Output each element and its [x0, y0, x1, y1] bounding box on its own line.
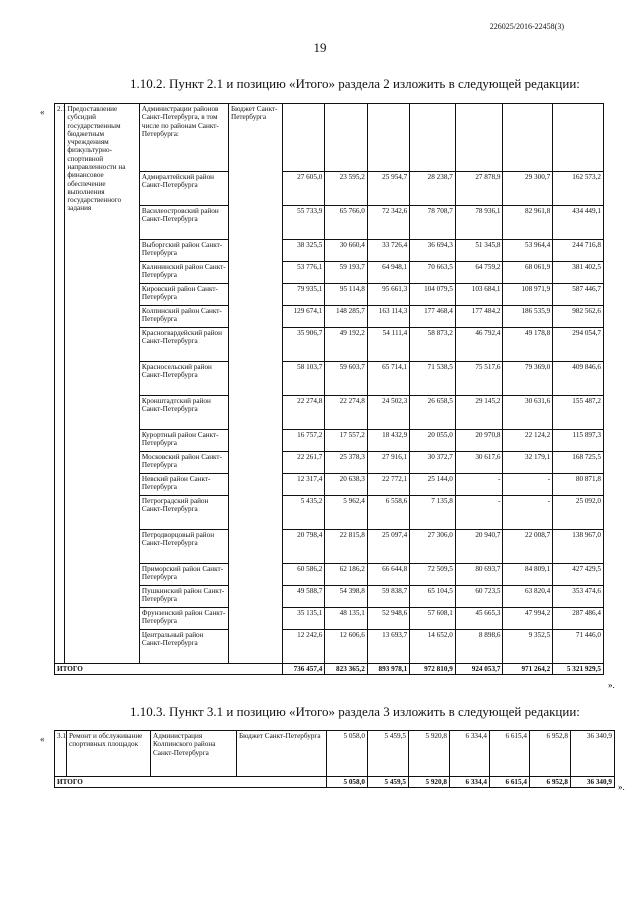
value-cell: 58 873,2 — [410, 328, 456, 362]
value-cell: 59 193,7 — [325, 262, 367, 284]
value-cell: 36 694,3 — [410, 240, 456, 262]
value-cell: 66 644,8 — [367, 564, 409, 586]
value-cell: 29 300,7 — [503, 172, 553, 206]
empty-cell — [553, 104, 604, 172]
value-cell: 20 940,7 — [455, 530, 503, 564]
value-cell: 23 595,2 — [325, 172, 367, 206]
value-cell: 25 378,3 — [325, 452, 367, 474]
district-cell: Красносельский район Санкт-Петербурга — [139, 362, 228, 396]
district-cell: Фрунзенский район Санкт-Петербурга — [139, 608, 228, 630]
value-cell: 138 967,0 — [553, 530, 604, 564]
total-cell: 736 457,4 — [282, 664, 324, 675]
value-cell: 78 708,7 — [410, 206, 456, 240]
value-cell: 71 538,5 — [410, 362, 456, 396]
value-cell: - — [455, 474, 503, 496]
district-cell: Колпинский район Санкт-Петербурга — [139, 306, 228, 328]
value-cell: 353 474,6 — [553, 586, 604, 608]
value-cell: 95 114,8 — [325, 284, 367, 306]
value-cell: 6 558,6 — [367, 496, 409, 530]
value-cell: 155 487,2 — [553, 396, 604, 430]
value-cell: 287 486,4 — [553, 608, 604, 630]
value-cell: 20 055,0 — [410, 430, 456, 452]
value-cell: 6 952,8 — [530, 731, 571, 777]
value-cell: - — [455, 496, 503, 530]
activity-cell: Предоставление субсидий государственным бюджетным учреждениям физкультурно-спортивной направленности на финансовое обеспечение выполнения государственного задания — [65, 104, 140, 664]
empty-cell — [325, 104, 367, 172]
value-cell: 22 274,8 — [325, 396, 367, 430]
value-cell: 244 716,8 — [553, 240, 604, 262]
value-cell: 82 961,8 — [503, 206, 553, 240]
total-cell: 6 334,4 — [450, 777, 490, 788]
value-cell: 75 517,6 — [455, 362, 503, 396]
value-cell: - — [503, 496, 553, 530]
value-cell: 129 674,1 — [282, 306, 324, 328]
value-cell: 25 144,0 — [410, 474, 456, 496]
district-cell: Приморский район Санкт-Петербурга — [139, 564, 228, 586]
value-cell: 79 369,0 — [503, 362, 553, 396]
value-cell: 30 631,6 — [503, 396, 553, 430]
district-cell: Пушкинский район Санкт-Петербурга — [139, 586, 228, 608]
section-heading-1: 1.10.2. Пункт 2.1 и позицию «Итого» раздела 2 изложить в следующей редакции: — [130, 76, 580, 91]
district-cell: Кронштадтский район Санкт-Петербурга — [139, 396, 228, 430]
program-table-section-2 — [54, 103, 604, 675]
value-cell: - — [503, 474, 553, 496]
value-cell: 60 723,5 — [455, 586, 503, 608]
value-cell: 17 557,2 — [325, 430, 367, 452]
table-row — [55, 104, 604, 172]
value-cell: 79 935,1 — [282, 284, 324, 306]
value-cell: 162 573,2 — [553, 172, 604, 206]
value-cell: 28 238,7 — [410, 172, 456, 206]
value-cell: 35 135,1 — [282, 608, 324, 630]
row-number: 3.1 — [55, 731, 67, 777]
row-number: 2.1 — [55, 104, 65, 664]
value-cell: 13 693,7 — [367, 630, 409, 664]
value-cell: 70 663,5 — [410, 262, 456, 284]
closing-quote-1: ». — [608, 680, 615, 690]
total-cell: 5 459,5 — [368, 777, 409, 788]
page-number: 19 — [313, 40, 327, 55]
value-cell: 587 446,7 — [553, 284, 604, 306]
value-cell: 52 948,6 — [367, 608, 409, 630]
value-cell: 186 535,9 — [503, 306, 553, 328]
value-cell: 381 402,5 — [553, 262, 604, 284]
value-cell: 84 809,1 — [503, 564, 553, 586]
value-cell: 12 242,6 — [282, 630, 324, 664]
value-cell: 294 054,7 — [553, 328, 604, 362]
value-cell: 7 135,8 — [410, 496, 456, 530]
value-cell: 5 962,4 — [325, 496, 367, 530]
value-cell: 25 097,4 — [367, 530, 409, 564]
value-cell: 27 878,9 — [455, 172, 503, 206]
empty-cell — [282, 104, 324, 172]
total-row — [55, 664, 604, 675]
value-cell: 80 871,8 — [553, 474, 604, 496]
district-cell: Красногвардейский район Санкт-Петербурга — [139, 328, 228, 362]
value-cell: 29 145,2 — [455, 396, 503, 430]
value-cell: 177 484,2 — [455, 306, 503, 328]
value-cell: 25 092,0 — [553, 496, 604, 530]
activity-cell: Ремонт и обслуживание спортивных площадок — [67, 731, 151, 777]
value-cell: 148 285,7 — [325, 306, 367, 328]
total-cell: 972 810,9 — [410, 664, 456, 675]
district-cell: Калининский район Санкт-Петербурга — [139, 262, 228, 284]
value-cell: 80 693,7 — [455, 564, 503, 586]
value-cell: 14 652,0 — [410, 630, 456, 664]
value-cell: 5 058,0 — [327, 731, 368, 777]
value-cell: 38 325,5 — [282, 240, 324, 262]
value-cell: 54 111,4 — [367, 328, 409, 362]
table-row — [55, 731, 615, 777]
total-row — [55, 777, 615, 788]
empty-cell — [503, 104, 553, 172]
closing-quote-2: ». — [618, 782, 625, 792]
district-cell: Кировский район Санкт-Петербурга — [139, 284, 228, 306]
value-cell: 103 684,1 — [455, 284, 503, 306]
opening-quote-1: « — [40, 107, 45, 117]
program-table-section-3 — [54, 730, 615, 788]
value-cell: 33 726,4 — [367, 240, 409, 262]
value-cell: 18 432,9 — [367, 430, 409, 452]
value-cell: 68 061,9 — [503, 262, 553, 284]
opening-quote-2: « — [40, 734, 45, 744]
value-cell: 163 114,3 — [367, 306, 409, 328]
value-cell: 95 661,3 — [367, 284, 409, 306]
value-cell: 59 838,7 — [367, 586, 409, 608]
value-cell: 62 186,2 — [325, 564, 367, 586]
value-cell: 27 916,1 — [367, 452, 409, 474]
total-cell: 6 615,4 — [490, 777, 530, 788]
value-cell: 51 345,8 — [455, 240, 503, 262]
value-cell: 6 615,4 — [490, 731, 530, 777]
value-cell: 8 898,6 — [455, 630, 503, 664]
value-cell: 108 971,9 — [503, 284, 553, 306]
district-cell: Курортный район Санкт-Петербурга — [139, 430, 228, 452]
district-cell: Невский район Санкт-Петербурга — [139, 474, 228, 496]
value-cell: 36 340,9 — [571, 731, 615, 777]
value-cell: 78 936,1 — [455, 206, 503, 240]
district-cell: Адмиралтейский район Санкт-Петербурга — [139, 172, 228, 206]
total-cell: 924 053,7 — [455, 664, 503, 675]
value-cell: 49 192,2 — [325, 328, 367, 362]
value-cell: 5 435,2 — [282, 496, 324, 530]
value-cell: 177 468,4 — [410, 306, 456, 328]
value-cell: 48 135,1 — [325, 608, 367, 630]
district-cell: Центральный район Санкт-Петербурга — [139, 630, 228, 664]
value-cell: 25 954,7 — [367, 172, 409, 206]
district-cell: Выборгский район Санкт-Петербурга — [139, 240, 228, 262]
total-cell: 5 058,0 — [327, 777, 368, 788]
total-cell: 823 365,2 — [325, 664, 367, 675]
value-cell: 55 733,9 — [282, 206, 324, 240]
value-cell: 104 079,5 — [410, 284, 456, 306]
empty-cell — [455, 104, 503, 172]
value-cell: 22 772,1 — [367, 474, 409, 496]
value-cell: 12 317,4 — [282, 474, 324, 496]
value-cell: 22 008,7 — [503, 530, 553, 564]
value-cell: 982 562,6 — [553, 306, 604, 328]
value-cell: 30 660,4 — [325, 240, 367, 262]
value-cell: 65 766,0 — [325, 206, 367, 240]
value-cell: 22 261,7 — [282, 452, 324, 474]
value-cell: 54 398,8 — [325, 586, 367, 608]
source-cell: Бюджет Санкт-Петербурга — [237, 731, 327, 777]
value-cell: 20 798,4 — [282, 530, 324, 564]
empty-cell — [367, 104, 409, 172]
value-cell: 65 104,5 — [410, 586, 456, 608]
total-cell: 5 321 929,5 — [553, 664, 604, 675]
value-cell: 49 588,7 — [282, 586, 324, 608]
value-cell: 71 446,0 — [553, 630, 604, 664]
value-cell: 6 334,4 — [450, 731, 490, 777]
value-cell: 35 906,7 — [282, 328, 324, 362]
value-cell: 45 665,3 — [455, 608, 503, 630]
value-cell: 59 603,7 — [325, 362, 367, 396]
value-cell: 46 792,4 — [455, 328, 503, 362]
value-cell: 64 948,1 — [367, 262, 409, 284]
district-cell: Василеостровский район Санкт-Петербурга — [139, 206, 228, 240]
value-cell: 49 178,8 — [503, 328, 553, 362]
value-cell: 9 352,5 — [503, 630, 553, 664]
value-cell: 30 617,6 — [455, 452, 503, 474]
value-cell: 57 608,1 — [410, 608, 456, 630]
value-cell: 22 274,8 — [282, 396, 324, 430]
section-heading-2: 1.10.3. Пункт 3.1 и позицию «Итого» раздела 3 изложить в следующей редакции: — [130, 704, 580, 719]
value-cell: 72 509,5 — [410, 564, 456, 586]
total-cell: 893 978,1 — [367, 664, 409, 675]
value-cell: 27 306,0 — [410, 530, 456, 564]
total-cell: 5 920,8 — [409, 777, 450, 788]
value-cell: 53 776,1 — [282, 262, 324, 284]
value-cell: 12 606,6 — [325, 630, 367, 664]
value-cell: 409 846,6 — [553, 362, 604, 396]
document-number: 226025/2016-22458(3) — [489, 22, 564, 31]
district-cell: Петродворцовый район Санкт-Петербурга — [139, 530, 228, 564]
value-cell: 5 920,8 — [409, 731, 450, 777]
source-cell: Бюджет Санкт-Петербурга — [229, 104, 283, 664]
value-cell: 26 658,5 — [410, 396, 456, 430]
value-cell: 434 449,1 — [553, 206, 604, 240]
value-cell: 22 124,2 — [503, 430, 553, 452]
value-cell: 64 759,2 — [455, 262, 503, 284]
empty-cell — [410, 104, 456, 172]
value-cell: 27 605,0 — [282, 172, 324, 206]
value-cell: 65 714,1 — [367, 362, 409, 396]
value-cell: 60 586,2 — [282, 564, 324, 586]
value-cell: 22 815,8 — [325, 530, 367, 564]
value-cell: 16 757,2 — [282, 430, 324, 452]
total-cell: 6 952,8 — [530, 777, 571, 788]
value-cell: 5 459,5 — [368, 731, 409, 777]
value-cell: 115 897,3 — [553, 430, 604, 452]
executor-cell: Администрация Колпинского района Санкт-Петербурга — [151, 731, 237, 777]
total-label: ИТОГО — [55, 777, 327, 788]
executor-cell: Администрации районов Санкт-Петербурга, в том числе по районам Санкт-Петербурга: — [139, 104, 228, 172]
total-label: ИТОГО — [55, 664, 283, 675]
value-cell: 24 502,3 — [367, 396, 409, 430]
value-cell: 168 725,5 — [553, 452, 604, 474]
total-cell: 36 340,9 — [571, 777, 615, 788]
value-cell: 63 820,4 — [503, 586, 553, 608]
value-cell: 427 429,5 — [553, 564, 604, 586]
value-cell: 72 342,6 — [367, 206, 409, 240]
value-cell: 20 638,3 — [325, 474, 367, 496]
district-cell: Петроградский район Санкт-Петербурга — [139, 496, 228, 530]
value-cell: 32 179,1 — [503, 452, 553, 474]
value-cell: 20 970,8 — [455, 430, 503, 452]
district-cell: Московский район Санкт-Петербурга — [139, 452, 228, 474]
value-cell: 47 994,2 — [503, 608, 553, 630]
value-cell: 58 103,7 — [282, 362, 324, 396]
value-cell: 53 964,4 — [503, 240, 553, 262]
value-cell: 30 372,7 — [410, 452, 456, 474]
total-cell: 971 264,2 — [503, 664, 553, 675]
